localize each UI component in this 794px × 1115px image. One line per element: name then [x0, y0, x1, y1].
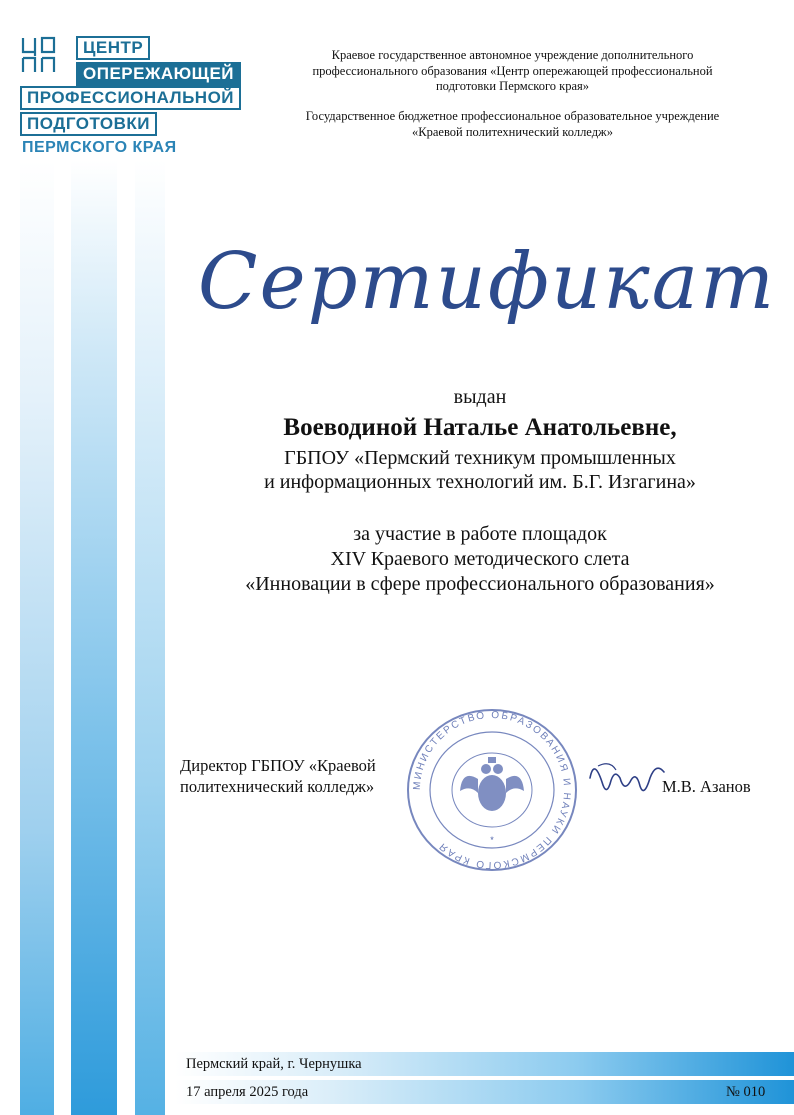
- decorative-stripe-left: [20, 160, 54, 1115]
- issuer-organization-1: Краевое государственное автономное учреждение дополнительного профессионального образования «Центр опережающей профессиональной подготовки Пермского края»: [312, 48, 713, 93]
- decorative-stripe-middle: [71, 160, 117, 1115]
- signer-title-line-1: Директор ГБПОУ «Краевой: [180, 756, 376, 775]
- logo-text-centr: ЦЕНТР: [76, 36, 150, 60]
- certificate-number: № 010: [726, 1084, 766, 1100]
- decorative-stripe-right: [135, 160, 165, 1115]
- reason-line-2: XIV Краевого методического слета: [330, 548, 630, 570]
- handwritten-signature: [580, 748, 670, 818]
- footer-date: 17 апреля 2025 года: [186, 1084, 309, 1100]
- logo-text-operezhayushchey: ОПЕРЕЖАЮЩЕЙ: [76, 62, 241, 86]
- copp-logo: [20, 34, 260, 160]
- logo-text-podgotovki: ПОДГОТОВКИ: [20, 112, 157, 136]
- eagle-emblem-icon: [460, 757, 524, 811]
- recipient-name: Воеводиной Наталье Анатольевне,: [283, 414, 677, 441]
- issued-label: выдан: [453, 386, 507, 408]
- recipient-organization-line-2: и информационных технологий им. Б.Г. Изгагина»: [264, 471, 696, 493]
- issuer-organization-2: Государственное бюджетное профессиональное образовательное учреждение «Краевой политехнический колледж»: [305, 109, 720, 139]
- seal-text: МИНИСТЕРСТВО ОБРАЗОВАНИЯ И НАУКИ ПЕРМСКОГО КРАЯ: [411, 709, 573, 871]
- recipient-organization-line-1: ГБПОУ «Пермский техникум промышленных: [284, 447, 676, 469]
- copp-logo-mark-icon: [20, 34, 72, 76]
- signer-name: М.В. Азанов: [662, 777, 751, 796]
- logo-text-professionalnoy: ПРОФЕССИОНАЛЬНОЙ: [20, 86, 241, 110]
- svg-text:*: *: [490, 835, 494, 845]
- footer-place: Пермский край, г. Чернушка: [186, 1056, 362, 1072]
- signer-title-line-2: политехнический колледж»: [180, 777, 375, 796]
- certificate-title: Сертификат: [197, 237, 777, 327]
- reason-line-3: «Инновации в сфере профессионального образования»: [245, 573, 715, 595]
- logo-text-permskogo-kraya: ПЕРМСКОГО КРАЯ: [22, 139, 177, 156]
- reason-line-1: за участие в работе площадок: [353, 523, 607, 545]
- official-seal-stamp: [400, 705, 585, 875]
